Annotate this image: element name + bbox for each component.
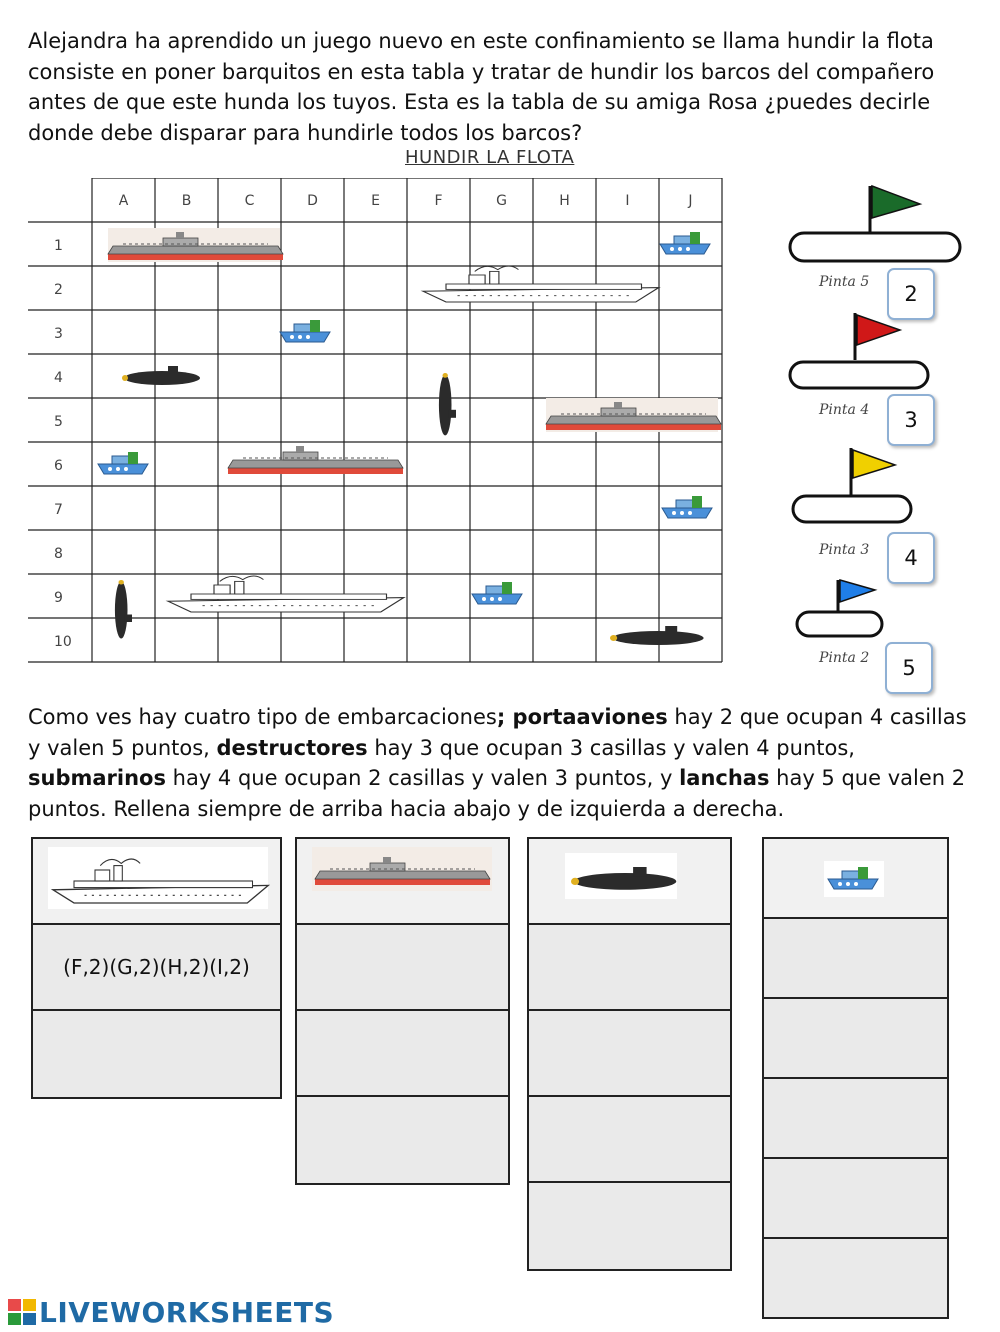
liveworksheets-logo-icon — [8, 1299, 36, 1325]
column-label: E — [371, 193, 380, 209]
sub-a9 — [115, 580, 132, 639]
carrier-b9 — [168, 576, 404, 612]
answer-column-lanchas — [762, 837, 949, 1319]
flag-yellow-icon — [793, 448, 911, 522]
text-part: hay 2 que ocupan 4 casillas y valen 5 puntos, — [28, 705, 967, 760]
destroyer-c6 — [228, 446, 403, 474]
answer-slot[interactable] — [297, 1009, 508, 1095]
sub-f4 — [439, 373, 456, 435]
destroyer-a1 — [108, 228, 283, 262]
legend-points-1: 3 — [887, 394, 935, 446]
text-part: hay 5 que valen 2 puntos. Rellena siempre de arriba hacia abajo y de izquierda a derecha. — [28, 766, 966, 821]
legend-points-3: 5 — [885, 642, 933, 694]
answer-slot[interactable] — [764, 917, 947, 997]
answer-slot[interactable] — [764, 1237, 947, 1317]
column-label: H — [559, 193, 570, 209]
term-portaaviones: portaaviones — [512, 705, 668, 729]
flags-svg — [785, 180, 985, 700]
column-label: G — [496, 193, 507, 209]
boat-a6 — [98, 452, 148, 474]
column-label: A — [118, 193, 129, 209]
row-label: 3 — [54, 326, 63, 342]
column-labels — [119, 193, 693, 209]
answer-slot[interactable] — [33, 1009, 280, 1097]
term-destructores: destructores — [216, 735, 368, 760]
row-label: 10 — [54, 634, 72, 650]
row-label: 7 — [54, 502, 63, 518]
answer-slot[interactable] — [529, 1095, 730, 1181]
row-label: 2 — [54, 282, 63, 298]
term-lanchas: lanchas — [679, 766, 770, 790]
answer-slot[interactable] — [297, 923, 508, 1009]
legend-points-2: 4 — [887, 532, 935, 584]
boat-g9 — [472, 582, 522, 604]
destroyer-icon-cell — [297, 839, 508, 923]
column-label: D — [307, 193, 318, 209]
boat-j7 — [662, 496, 712, 518]
brand-name: LIVEWORKSHEETS — [39, 1296, 335, 1329]
intro-paragraph: Alejandra ha aprendido un juego nuevo en este confinamiento se llama hundir la flota consiste en poner barquitos en esta tabla y tratar de hundir los barcos del compañero antes de que este hunda los tuyos. Esta es la tabla de su amiga Rosa ¿puedes decirle donde debe disparar para hundirle todos los barcos? — [28, 29, 935, 145]
answer-text[interactable]: (F,2)(G,2)(H,2)(I,2) — [63, 955, 250, 979]
flag-green-icon — [790, 186, 960, 261]
answer-slot[interactable] — [764, 1157, 947, 1237]
boat-icon-cell — [764, 839, 947, 917]
text-part: hay 4 que ocupan 2 casillas y valen 3 puntos, y — [165, 766, 680, 790]
answer-slot[interactable] — [529, 1181, 730, 1269]
answer-column-submarinos — [527, 837, 732, 1271]
row-label: 9 — [54, 590, 63, 606]
answer-column-portaaviones — [31, 837, 282, 1099]
answer-slot[interactable] — [297, 1095, 508, 1183]
boat-icon — [824, 861, 888, 901]
submarine-icon-cell — [529, 839, 730, 923]
flag-red-icon — [790, 313, 928, 388]
grid-title: HUNDIR LA FLOTA — [405, 147, 575, 168]
answer-slot[interactable] — [764, 1077, 947, 1157]
legend-label-0: Pinta 5 — [819, 274, 870, 290]
carrier-icon — [43, 847, 273, 917]
answer-slot[interactable] — [764, 997, 947, 1077]
column-label: F — [434, 193, 443, 209]
row-label: 8 — [54, 546, 63, 562]
instructions-paragraph — [28, 702, 978, 824]
column-label: C — [244, 193, 255, 209]
brand-logo[interactable] — [8, 1296, 334, 1329]
legend-label-2: Pinta 3 — [819, 542, 870, 558]
boat-d3 — [280, 320, 330, 342]
text-part: ; — [496, 705, 513, 729]
battleship-grid — [28, 178, 728, 672]
submarine-icon — [565, 853, 685, 905]
grid-svg — [28, 178, 728, 668]
column-label: B — [181, 193, 192, 209]
answer-column-destructores — [295, 837, 510, 1185]
column-label: J — [688, 193, 693, 209]
row-labels — [54, 238, 72, 650]
text-part: Como ves hay cuatro tipo de embarcaciones — [28, 705, 497, 729]
carrier-f2 — [423, 266, 659, 302]
row-label: 6 — [54, 458, 63, 474]
column-label: I — [625, 193, 630, 209]
text-part: hay 3 que ocupan 3 casillas y valen 4 puntos, — [367, 735, 855, 760]
legend-label-1: Pinta 4 — [819, 402, 870, 418]
legend-points-0: 2 — [887, 268, 935, 320]
legend-label-3: Pinta 2 — [819, 650, 870, 666]
term-submarinos: submarinos — [28, 766, 166, 790]
flag-blue-icon — [797, 580, 882, 636]
sub-a4 — [122, 366, 200, 385]
sub-i10 — [610, 626, 704, 645]
destroyer-h5 — [546, 398, 721, 432]
boat-j1 — [660, 232, 710, 254]
carrier-icon-cell — [33, 839, 280, 923]
row-label: 5 — [54, 414, 63, 430]
destroyer-icon — [307, 847, 497, 907]
row-label: 4 — [54, 370, 63, 386]
row-label: 1 — [54, 238, 63, 254]
answer-slot[interactable] — [529, 923, 730, 1009]
answer-slot[interactable] — [529, 1009, 730, 1095]
points-legend — [785, 180, 985, 700]
answer-slot[interactable] — [33, 923, 280, 1009]
